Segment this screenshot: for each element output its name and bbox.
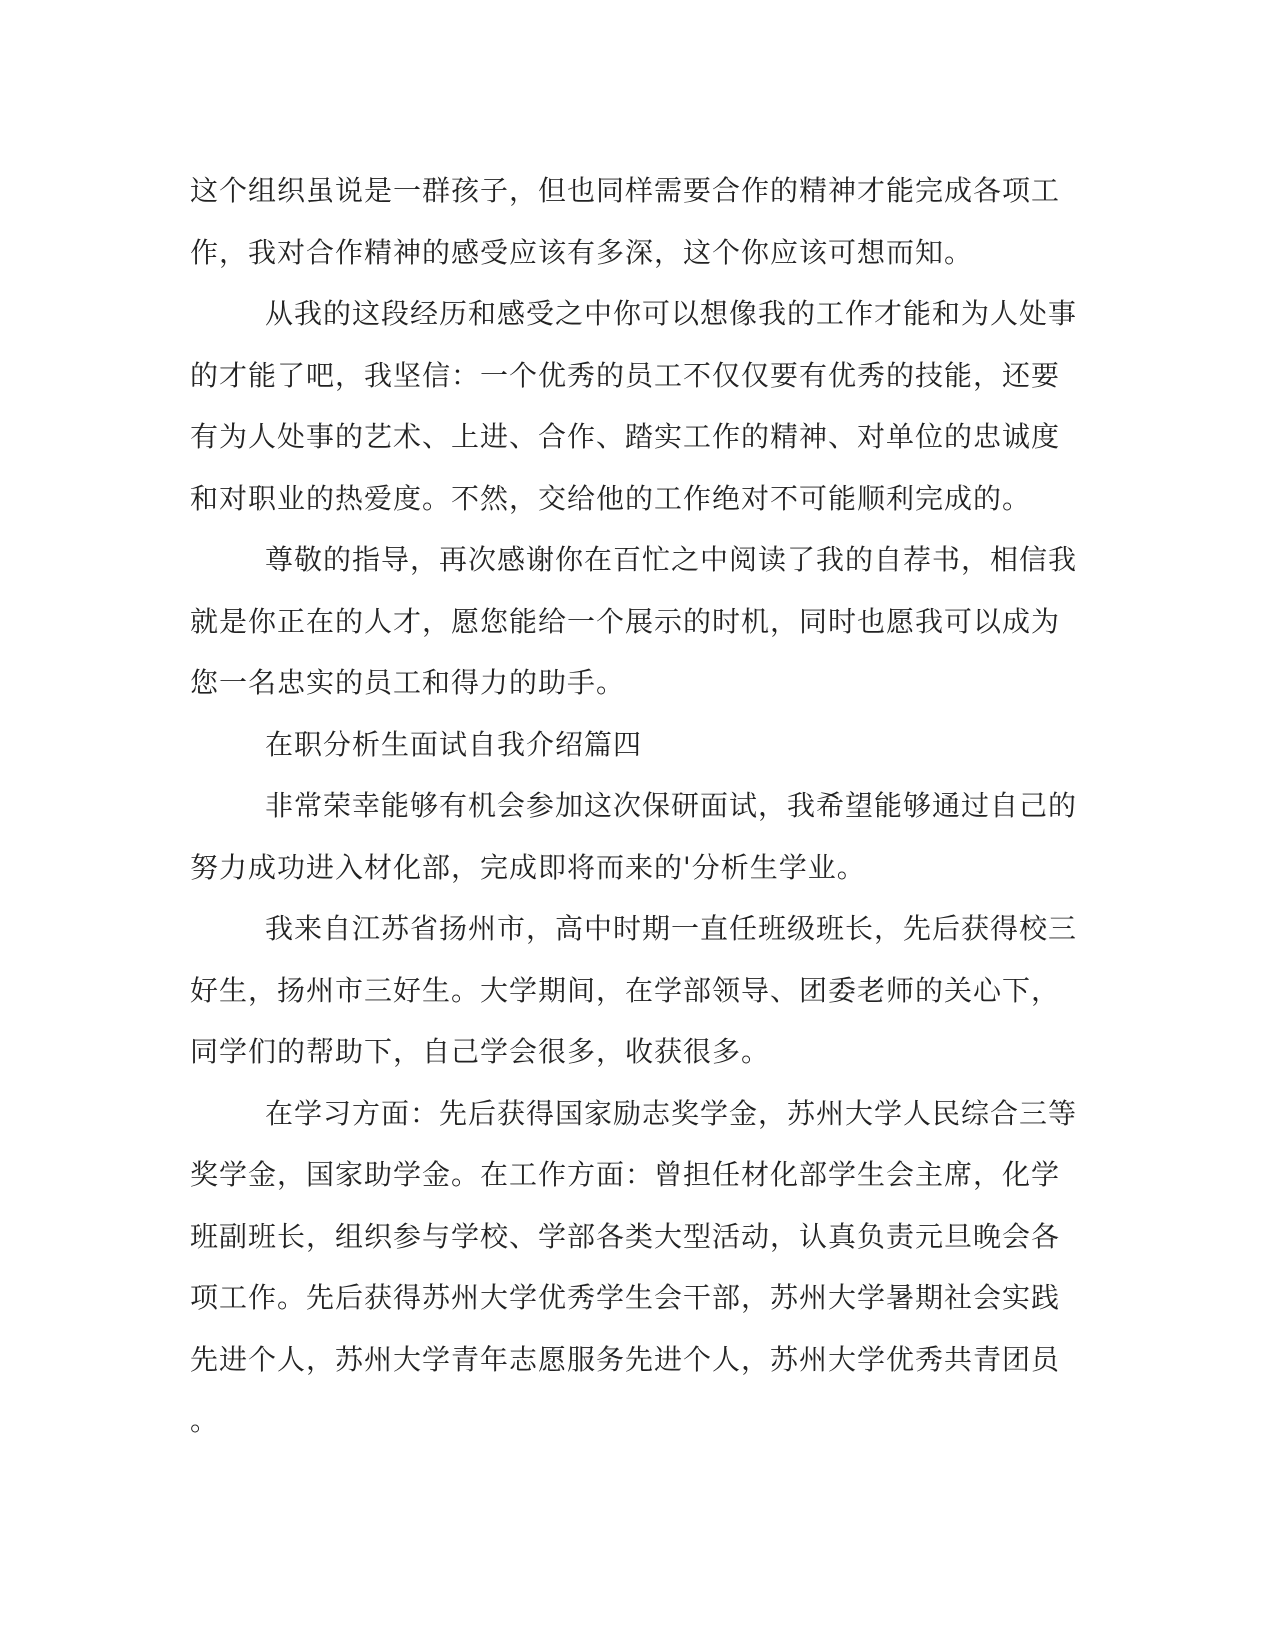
- text-line: 奖学金，国家助学金。在工作方面：曾担任材化部学生会主席，化学: [190, 1158, 1061, 1191]
- text-line: 先进个人，苏州大学青年志愿服务先进个人，苏州大学优秀共青团员: [190, 1342, 1061, 1376]
- text-line: 的才能了吧，我坚信：一个优秀的员工不仅仅要有优秀的技能，还要: [190, 358, 1061, 392]
- text-line: 努力成功进入材化部，完成即将而来的'分析生学业。: [190, 850, 866, 884]
- text-line: 作，我对合作精神的感受应该有多深，这个你应该可想而知。: [190, 235, 974, 269]
- text-line: 就是你正在的人才，愿您能给一个展示的时机，同时也愿我可以成为: [190, 604, 1061, 638]
- text-line: 和对职业的热爱度。不然，交给他的工作绝对不可能顺利完成的。: [190, 481, 1032, 515]
- paragraph-start-line: 我来自江苏省扬州市，高中时期一直任班级班长，先后获得校三: [265, 912, 1078, 945]
- text-line: 好生，扬州市三好生。大学期间，在学部领导、团委老师的关心下，: [190, 973, 1061, 1007]
- document-body: [190, 160, 1080, 1452]
- paragraph-start-line: 在学习方面：先后获得国家励志奖学金，苏州大学人民综合三等: [265, 1096, 1078, 1130]
- text-line: 有为人处事的艺术、上进、合作、踏实工作的精神、对单位的忠诚度: [190, 420, 1061, 453]
- section-heading: 在职分析生面试自我介绍篇四: [265, 727, 643, 761]
- text-line: 。: [190, 1404, 220, 1437]
- text-line: 同学们的帮助下，自己学会很多，收获很多。: [190, 1035, 771, 1068]
- paragraph-start-line: 尊敬的指导，再次感谢你在百忙之中阅读了我的自荐书，相信我: [265, 543, 1078, 576]
- paragraph-start-line: 从我的这段经历和感受之中你可以想像我的工作才能和为人处事: [265, 297, 1078, 330]
- text-line: 您一名忠实的员工和得力的助手。: [190, 666, 626, 699]
- text-line: 项工作。先后获得苏州大学优秀学生会干部，苏州大学暑期社会实践: [190, 1281, 1061, 1314]
- text-line: 班副班长，组织参与学校、学部各类大型活动，认真负责元旦晚会各: [190, 1219, 1061, 1253]
- paragraph-start-line: 非常荣幸能够有机会参加这次保研面试，我希望能够通过自己的: [265, 789, 1078, 822]
- text-line: 这个组织虽说是一群孩子，但也同样需要合作的精神才能完成各项工: [190, 174, 1061, 207]
